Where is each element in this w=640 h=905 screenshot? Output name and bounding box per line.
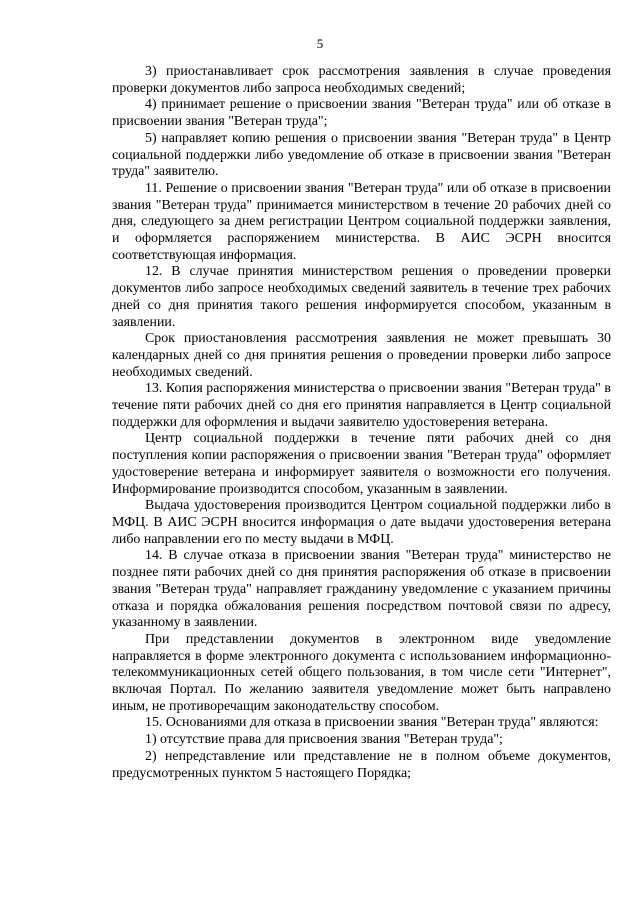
paragraph-section-13: 13. Копия распоряжения министерства о присвоении звания "Ветеран труда" в течение пяти рабочих дней со дня его принятия направляется в Центр социальной поддержки для оформления и выдачи заявителю удостоверения ветерана. [112, 381, 611, 430]
paragraph-section-12: 12. В случае принятия министерством решения о проведении проверки документов либо запросе необходимых сведений заявитель в течение трех рабочих дней со дня принятия такого решения информируется способом, указанным в заявлении. [112, 264, 611, 330]
paragraph-section-14: 14. В случае отказа в присвоении звания "Ветеран труда" министерство не позднее пяти рабочих дней со дня принятия распоряжения об отказе в присвоении звания "Ветеран труда" направляет гражданину уведомление с указанием причины отказа и порядка обжалования решения посредством почтовой связи по адресу, указанному в заявлении. [112, 548, 611, 631]
document-body [112, 64, 611, 782]
paragraph-section-11: 11. Решение о присвоении звания "Ветеран труда" или об отказе в присвоении звания "Ветеран труда" принимается министерством в течение 20 рабочих дней со дня, следующего за днем регистрации Центром социальной поддержки заявления, и оформляется распоряжением министерства. В АИС ЭСРН вносится соответствующая информация. [112, 180, 611, 263]
paragraph-section-15: 15. Основаниями для отказа в присвоении звания "Ветеран труда" являются: [145, 715, 599, 731]
page-number: 5 [316, 36, 324, 51]
paragraph-item-3: 3) приостанавливает срок рассмотрения заявления в случае проведения проверки документов либо запроса необходимых сведений; [112, 64, 611, 96]
paragraph-refusal-ground-2: 2) непредставление или представление не в полном объеме документов, предусмотренных пунктом 5 настоящего Порядка; [112, 748, 611, 781]
paragraph-item-4: 4) принимает решение о присвоении звания "Ветеран труда" или об отказе в присвоении звания "Ветеран труда"; [112, 97, 611, 130]
paragraph-refusal-ground-1: 1) отсутствие права для присвоения звания "Ветеран труда"; [145, 732, 503, 748]
paragraph-suspension-term: Срок приостановления рассмотрения заявления не может превышать 30 календарных дней со дня принятия решения о проведении проверки либо запросе необходимых сведений. [112, 331, 611, 380]
paragraph-support-center: Центр социальной поддержки в течение пяти рабочих дней со дня поступления копии распоряжения о присвоении звания "Ветеран труда" оформляет удостоверение ветерана и информирует заявителя о возможности его получения. Информирование производится способом, указанным в заявлении. [112, 431, 611, 497]
paragraph-certificate-issuance: Выдача удостоверения производится Центром социальной поддержки либо в МФЦ. В АИС ЭСРН вносится информация о дате выдачи удостоверения ветерана либо направлении его по месту выдачи в МФЦ. [112, 498, 611, 547]
paragraph-item-5: 5) направляет копию решения о присвоении звания "Ветеран труда" в Центр социальной поддержки либо уведомление об отказе в присвоении звания "Ветеран труда" заявителю. [112, 130, 611, 180]
paragraph-electronic-notice: При представлении документов в электронном виде уведомление направляется в форме электронного документа с использованием информационно-телекоммуникационных сетей общего пользования, в том числе сети "Интернет", включая Портал. По желанию заявителя уведомление может быть направлено иным, не противоречащим законодательству способом. [112, 631, 611, 714]
